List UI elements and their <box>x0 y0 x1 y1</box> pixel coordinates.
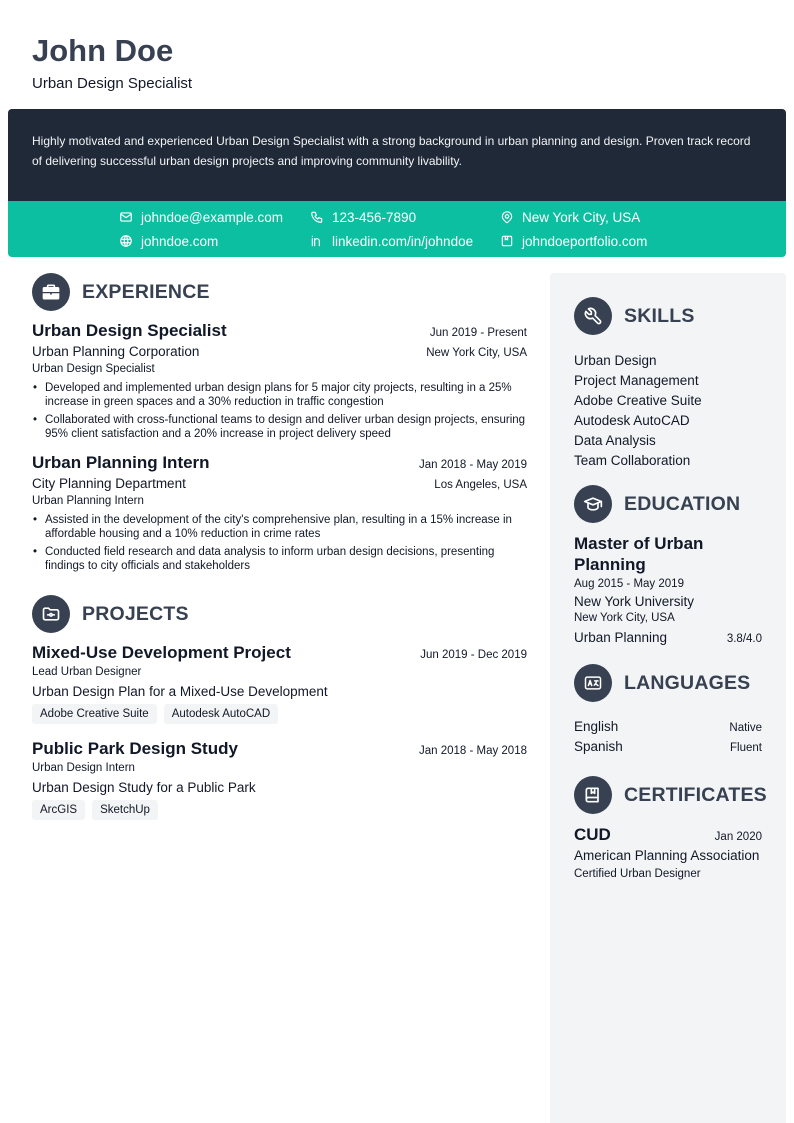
project-tag: SketchUp <box>92 800 158 820</box>
wrench-icon <box>574 297 612 335</box>
projects-heading <box>32 595 527 633</box>
project-tags <box>32 800 527 820</box>
job-bullets <box>32 381 527 441</box>
briefcase-icon <box>32 273 70 311</box>
job-bullet: • Assisted in the development of the city's comprehensive plan, resulting in a 15% increase in affordable housing and a 10% reduction in crime rates <box>32 513 527 541</box>
language-level: Fluent <box>730 742 762 754</box>
contact-website[interactable] <box>119 231 218 251</box>
contact-portfolio[interactable] <box>500 231 647 251</box>
certificate-name: CUD <box>574 825 611 844</box>
website-text: johndoe.com <box>141 233 219 249</box>
education-entry <box>574 533 762 648</box>
location-text: New York City, USA <box>522 209 641 225</box>
candidate-title: Urban Design Specialist <box>32 75 193 92</box>
degree-name: Master of Urban Planning <box>574 534 704 574</box>
job-role: Urban Design Specialist <box>32 363 155 375</box>
mail-icon <box>119 210 133 224</box>
job-bullet: • Conducted field research and data analysis to inform urban design decisions, presenting findings to city officials and stakeholders <box>32 545 527 573</box>
experience-entry <box>32 453 527 573</box>
phone-text: 123-456-7890 <box>332 209 417 225</box>
job-bullets <box>32 513 527 573</box>
folder-icon <box>32 595 70 633</box>
book-icon <box>574 776 612 814</box>
graduation-cap-icon <box>574 485 612 523</box>
project-tag: Adobe Creative Suite <box>32 704 157 724</box>
skills-list <box>574 351 762 471</box>
job-company: City Planning Department <box>32 476 186 491</box>
certificate-date: Jan 2020 <box>714 831 762 843</box>
project-title: Public Park Design Study <box>32 739 238 758</box>
skill-item: Autodesk AutoCAD <box>574 413 690 428</box>
skill-item: Urban Design <box>574 353 657 368</box>
project-entry <box>32 739 527 820</box>
project-role: Lead Urban Designer <box>32 666 142 678</box>
resume-header <box>32 34 192 92</box>
summary-section <box>8 109 786 201</box>
project-entry <box>32 643 527 724</box>
job-title: Urban Design Specialist <box>32 321 227 340</box>
languages-title: LANGUAGES <box>624 671 751 694</box>
language-item <box>574 717 762 737</box>
experience-entry <box>32 321 527 441</box>
project-tags <box>32 704 527 724</box>
globe-icon <box>119 234 133 248</box>
main-column <box>32 273 527 820</box>
linkedin-text: linkedin.com/in/johndoe <box>332 233 474 249</box>
summary-text: Highly motivated and experienced Urban Design Specialist with a strong background in urban planning and design. Proven track record of delivering successful urban design projects and improving community livability. <box>32 134 751 168</box>
skill-item: Project Management <box>574 373 699 388</box>
school-location: New York City, USA <box>574 612 675 624</box>
job-location: Los Angeles, USA <box>434 479 527 491</box>
certificates-heading <box>574 776 767 814</box>
projects-title: PROJECTS <box>82 602 189 625</box>
job-role: Urban Planning Intern <box>32 495 144 507</box>
language-name: English <box>574 719 619 734</box>
project-dates: Jun 2019 - Dec 2019 <box>420 649 527 661</box>
project-tag: Autodesk AutoCAD <box>164 704 278 724</box>
languages-heading <box>574 664 762 702</box>
certificate-description: Certified Urban Designer <box>574 868 701 880</box>
portfolio-text: johndoeportfolio.com <box>522 233 648 249</box>
gpa: 3.8/4.0 <box>726 633 762 645</box>
job-bullet: • Developed and implemented urban design plans for 5 major city projects, resulting in a 25% increase in green spaces and a 30% reduction in traffic congestion <box>32 381 527 409</box>
phone-icon <box>310 210 324 224</box>
project-role: Urban Design Intern <box>32 762 135 774</box>
experience-heading <box>32 273 527 311</box>
project-description: Urban Design Study for a Public Park <box>32 780 256 795</box>
job-company: Urban Planning Corporation <box>32 344 200 359</box>
skills-heading <box>574 297 762 335</box>
project-tag: ArcGIS <box>32 800 85 820</box>
education-heading <box>574 485 762 523</box>
education-title: EDUCATION <box>624 492 741 515</box>
skills-title: SKILLS <box>624 304 695 327</box>
project-title: Mixed-Use Development Project <box>32 643 291 662</box>
translate-icon <box>574 664 612 702</box>
education-dates: Aug 2015 - May 2019 <box>574 578 684 590</box>
field-of-study: Urban Planning <box>574 630 668 645</box>
job-location: New York City, USA <box>426 347 527 359</box>
certificates-title: CERTIFICATES <box>624 783 767 806</box>
project-description: Urban Design Plan for a Mixed-Use Development <box>32 684 328 699</box>
job-dates: Jun 2019 - Present <box>429 327 527 339</box>
skill-item: Data Analysis <box>574 433 656 448</box>
project-dates: Jan 2018 - May 2018 <box>418 745 527 757</box>
email-text: johndoe@example.com <box>141 209 284 225</box>
language-name: Spanish <box>574 739 623 754</box>
contact-bar <box>8 201 786 257</box>
languages-list <box>574 717 762 757</box>
language-level: Native <box>729 722 762 734</box>
skill-item: Team Collaboration <box>574 453 691 468</box>
contact-email[interactable] <box>119 207 283 227</box>
portfolio-icon <box>500 234 514 248</box>
certificate-issuer: American Planning Association <box>574 848 760 863</box>
sidebar <box>550 273 786 1123</box>
linkedin-icon <box>310 234 324 248</box>
job-dates: Jan 2018 - May 2019 <box>418 459 527 471</box>
school-name: New York University <box>574 594 695 609</box>
certificate-entry <box>574 824 762 880</box>
experience-title: EXPERIENCE <box>82 280 210 303</box>
skill-item: Adobe Creative Suite <box>574 393 702 408</box>
language-item <box>574 737 762 757</box>
contact-linkedin[interactable] <box>310 231 473 251</box>
candidate-name: John Doe <box>32 33 174 68</box>
contact-phone[interactable] <box>310 207 416 227</box>
job-title: Urban Planning Intern <box>32 453 210 472</box>
job-bullet: • Collaborated with cross-functional teams to design and deliver urban design projects, ensuring 95% client satisfaction and a 20% increase in project delivery speed <box>32 413 527 441</box>
contact-location <box>500 207 640 227</box>
map-pin-icon <box>500 210 514 224</box>
